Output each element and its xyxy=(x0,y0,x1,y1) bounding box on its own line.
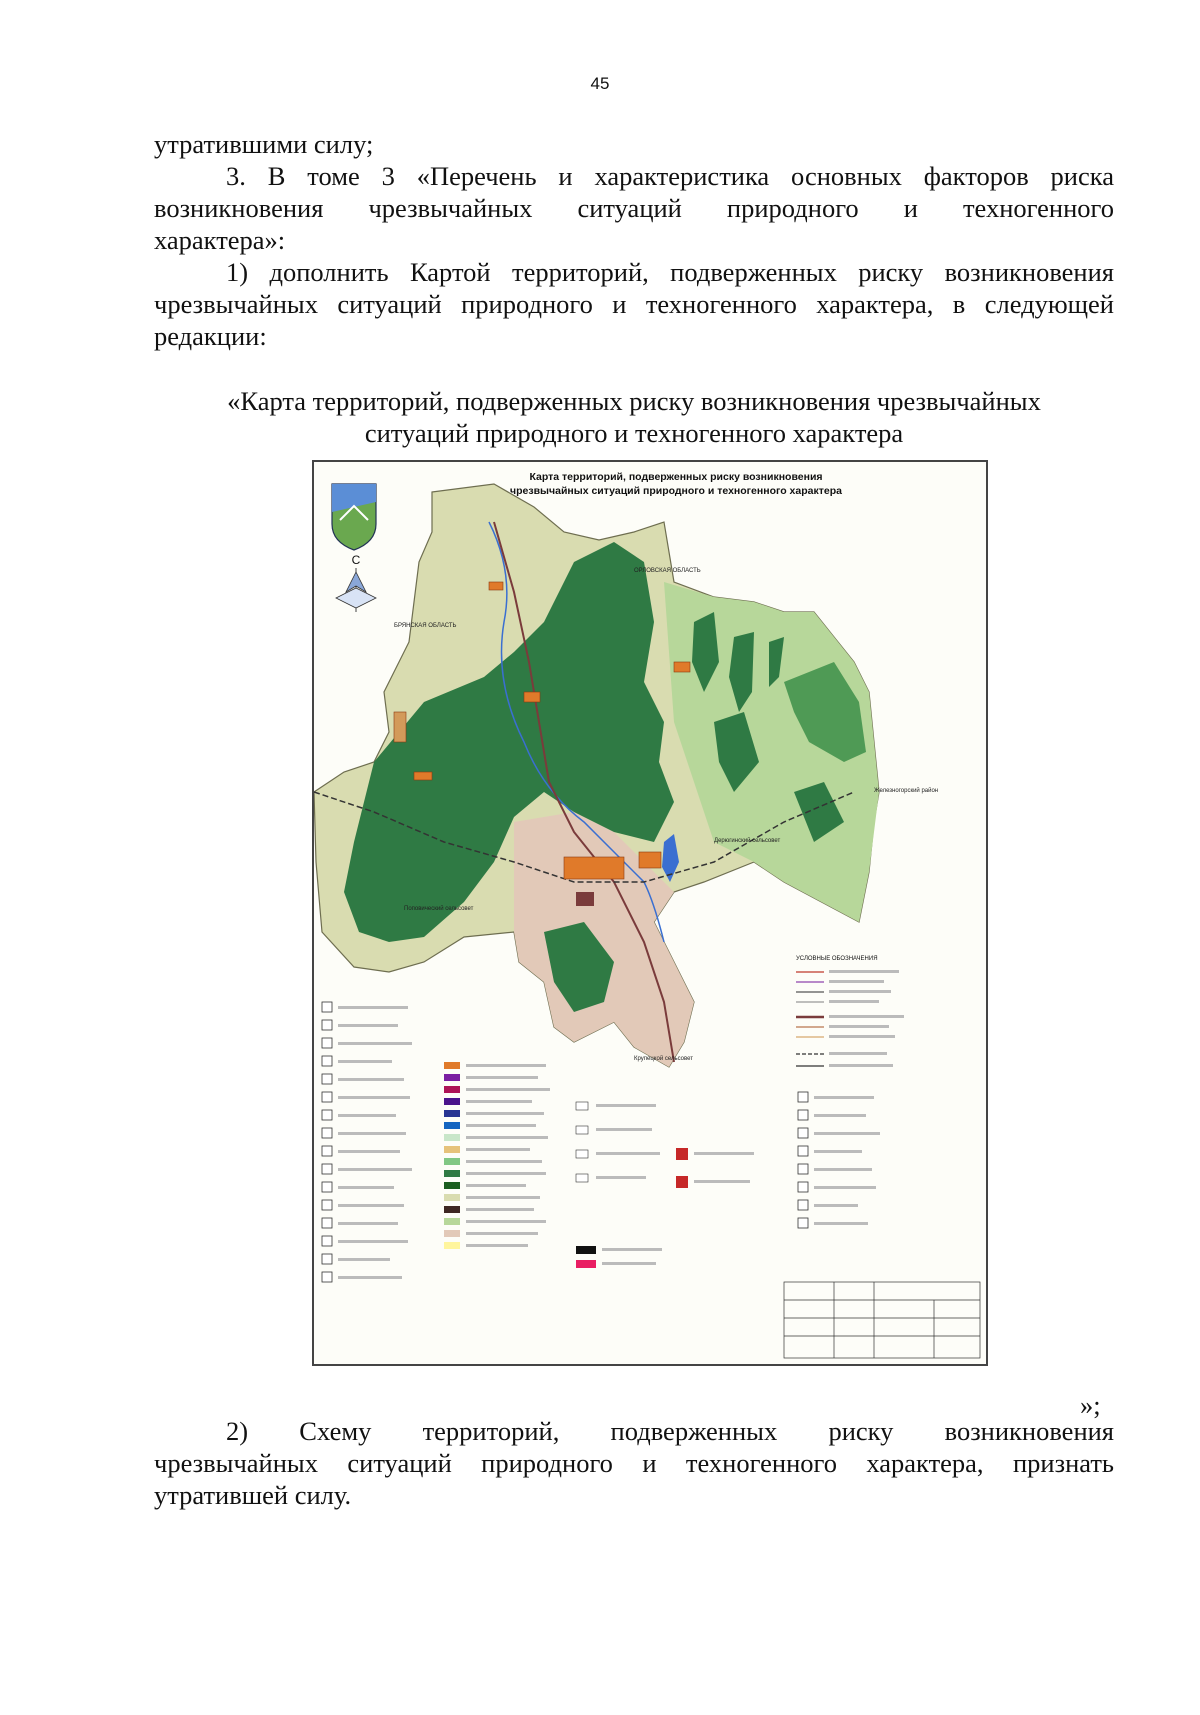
text-line: чрезвычайных ситуаций природного и техногенного характера, в следующей xyxy=(154,289,1114,319)
label-krupets-council: Крупецкой сельсовет xyxy=(634,1056,694,1062)
legend-right xyxy=(796,970,904,1228)
industrial-site xyxy=(576,892,594,906)
label-derzhinsk-council: Дерюгинский сельсовет xyxy=(714,838,781,844)
closing-quote: »; xyxy=(1080,1390,1101,1420)
map-title-line-1: Карта территорий, подверженных риску возникновения xyxy=(529,471,823,483)
text-line: 3. В томе 3 «Перечень и характеристика основных факторов риска xyxy=(226,161,1114,191)
page-number: 45 xyxy=(590,74,610,93)
legend-heading: УСЛОВНЫЕ ОБОЗНАЧЕНИЯ xyxy=(796,956,878,962)
north-letter: С xyxy=(351,553,361,567)
drawing-title-block xyxy=(784,1282,980,1358)
text-line: 1) дополнить Картой территорий, подверженных риску возникновения xyxy=(226,257,1114,287)
map-canvas xyxy=(314,462,986,1364)
legend-center-swatches xyxy=(444,1062,754,1268)
map-caption xyxy=(154,385,1114,449)
paragraph-subitem-2 xyxy=(154,1415,1114,1511)
risk-territory-map xyxy=(312,460,988,1366)
label-zheleznogorsk-district: Железногорский район xyxy=(874,788,939,794)
coat-of-arms-icon xyxy=(332,484,376,550)
map-title-line-2: чрезвычайных ситуаций природного и техногенного характера xyxy=(510,485,842,497)
text-line: утратившей силу. xyxy=(154,1480,352,1510)
text-line: редакции: xyxy=(154,321,267,351)
text-line: характера»: xyxy=(154,225,286,255)
paragraph-subitem-1 xyxy=(154,256,1114,352)
text-line: возникновения чрезвычайных ситуаций природного и техногенного xyxy=(154,193,1114,223)
label-bryansk-region: БРЯНСКАЯ ОБЛАСТЬ xyxy=(394,623,457,629)
caption-line: «Карта территорий, подверженных риску возникновения чрезвычайных xyxy=(227,386,1041,416)
paragraph-continuation: утратившими силу; xyxy=(154,129,374,159)
legend-left xyxy=(322,1002,412,1282)
paragraph-item-3 xyxy=(154,160,1114,256)
compass-rose-icon xyxy=(336,553,376,612)
text-line: чрезвычайных ситуаций природного и техногенного характера, признать xyxy=(154,1448,1114,1478)
caption-line: ситуаций природного и техногенного характера xyxy=(364,418,904,448)
label-orel-region: ОРЛОВСКАЯ ОБЛАСТЬ xyxy=(634,568,701,574)
label-popovichi-council: Поповический сельсовет xyxy=(404,906,474,912)
text-line: 2) Схему территорий, подверженных риску возникновения xyxy=(226,1416,1114,1446)
